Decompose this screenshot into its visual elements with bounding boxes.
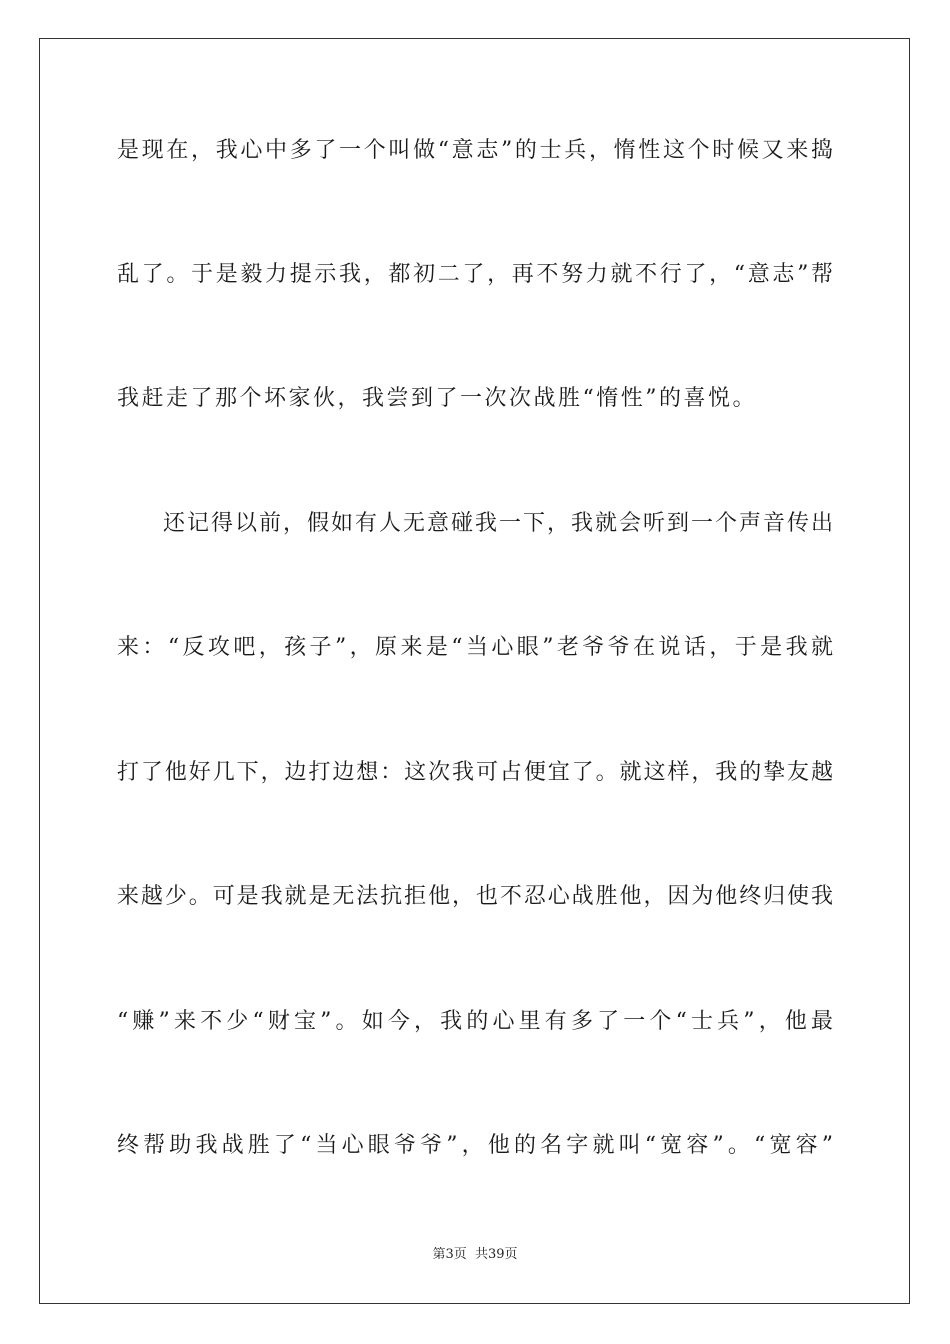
body-text-line: 乱了。于是毅力提示我，都初二了，再不努力就不行了，“意志”帮	[117, 262, 833, 287]
body-text-line: 来越少。可是我就是无法抗拒他，也不忍心战胜他，因为他终归使我	[117, 884, 833, 909]
page-border	[39, 38, 910, 1304]
body-text-line: 我赶走了那个坏家伙，我尝到了一次次战胜“惰性”的喜悦。	[117, 386, 757, 411]
body-text-line: 终帮助我战胜了“当心眼爷爷”，他的名字就叫“宽容”。“宽容”	[117, 1133, 833, 1158]
body-text-line: “赚”来不少“财宝”。如今，我的心里有多了一个“士兵”，他最	[117, 1009, 833, 1034]
body-text-line: 是现在，我心中多了一个叫做“意志”的士兵，惰性这个时候又来捣	[117, 138, 833, 163]
page-number-footer: 第3页 共39页	[432, 1247, 518, 1262]
body-text-line: 打了他好几下，边打边想：这次我可占便宜了。就这样，我的挚友越	[117, 760, 833, 785]
paragraph-first-line: 还记得以前，假如有人无意碰我一下，我就会听到一个声音传出	[163, 511, 833, 536]
body-text-line: 来：“反攻吧，孩子”，原来是“当心眼”老爷爷在说话，于是我就	[117, 635, 833, 660]
